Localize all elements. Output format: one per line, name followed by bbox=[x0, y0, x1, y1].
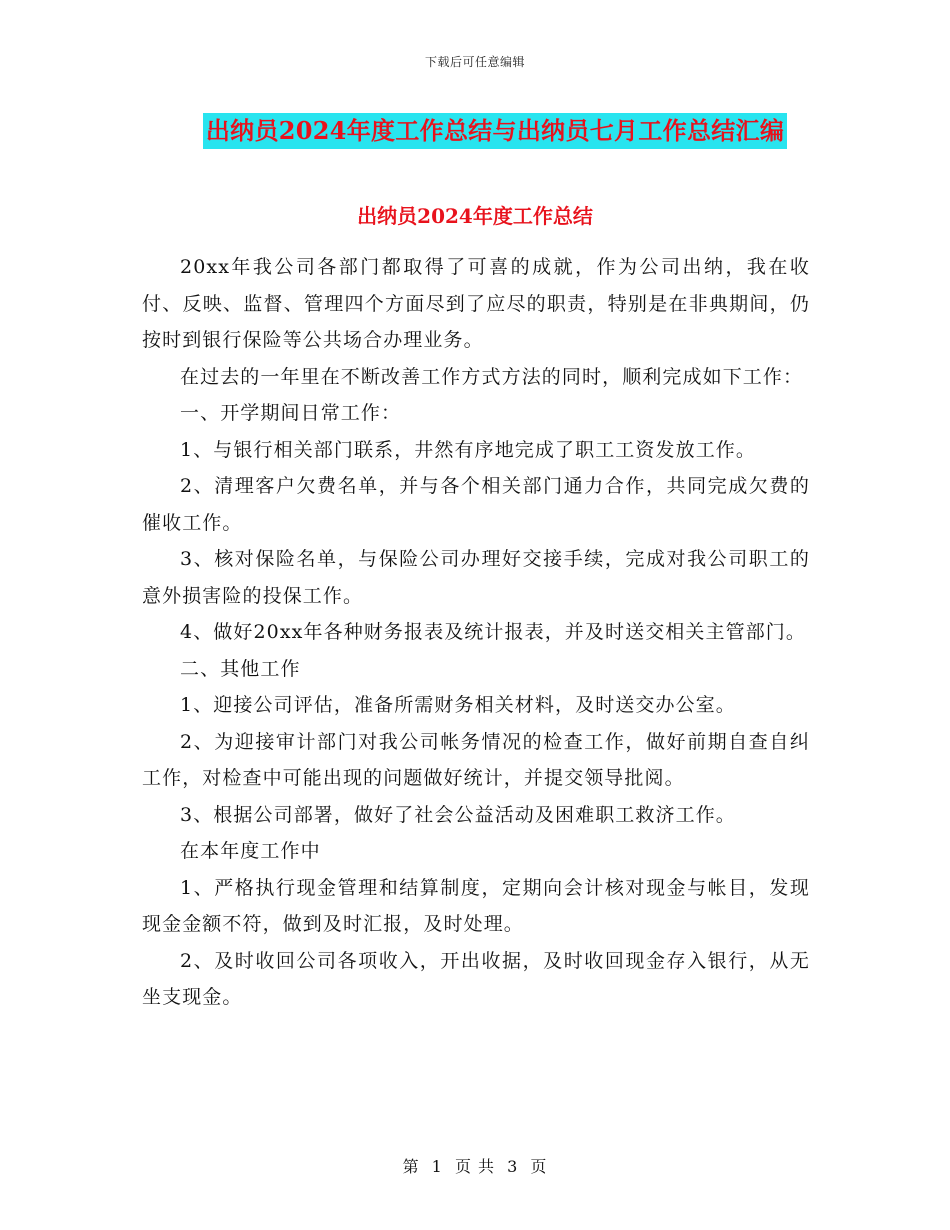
paragraph: 3、核对保险名单，与保险公司办理好交接手续，完成对我公司职工的意外损害险的投保工作。 bbox=[142, 548, 810, 607]
page-label-prefix: 第 bbox=[402, 1157, 420, 1176]
paragraph: 3、根据公司部署，做好了社会公益活动及困难职工救济工作。 bbox=[180, 803, 736, 826]
paragraph: 在过去的一年里在不断改善工作方式方法的同时，顺利完成如下工作： bbox=[180, 365, 804, 388]
paragraph: 2、为迎接审计部门对我公司帐务情况的检查工作，做好前期自查自纠工作，对检查中可能出现的问题做好统计，并提交领导批阅。 bbox=[142, 730, 810, 789]
paragraph: 2、及时收回公司各项收入，开出收据，及时收回现金存入银行，从无坐支现金。 bbox=[142, 949, 810, 1008]
header-note: 下载后可任意编辑 bbox=[424, 55, 525, 69]
paragraph: 在本年度工作中 bbox=[180, 840, 321, 862]
paragraph: 二、其他工作 bbox=[180, 657, 301, 680]
page-total: 3 bbox=[507, 1157, 519, 1176]
main-title-container bbox=[0, 113, 950, 149]
page-label-mid: 页 共 bbox=[454, 1157, 496, 1176]
section-title: 出纳员2024年度工作总结 bbox=[357, 204, 593, 228]
paragraph: 1、与银行相关部门联系，井然有序地完成了职工工资发放工作。 bbox=[180, 438, 756, 461]
paragraph: 4、做好20xx年各种财务报表及统计报表，并及时送交相关主管部门。 bbox=[180, 621, 806, 643]
page-number: 1 bbox=[431, 1157, 443, 1176]
paragraph: 20xx年我公司各部门都取得了可喜的成就，作为公司出纳，我在收付、反映、监督、管理四个方面尽到了应尽的职责，特别是在非典期间，仍按时到银行保险等公共场合办理业务。 bbox=[142, 256, 810, 351]
paragraph: 1、严格执行现金管理和结算制度，定期向会计核对现金与帐目，发现现金金额不符，做到及时汇报，及时处理。 bbox=[142, 876, 810, 935]
main-title: 出纳员2024年度工作总结与出纳员七月工作总结汇编 bbox=[203, 113, 787, 149]
paragraph: 2、清理客户欠费名单，并与各个相关部门通力合作，共同完成欠费的催收工作。 bbox=[142, 475, 810, 534]
page-footer bbox=[0, 1154, 950, 1177]
document-body bbox=[142, 249, 810, 1016]
paragraph: 1、迎接公司评估，准备所需财务相关材料，及时送交办公室。 bbox=[180, 694, 736, 716]
paragraph: 一、开学期间日常工作： bbox=[180, 402, 402, 424]
page-label-suffix: 页 bbox=[530, 1157, 548, 1176]
